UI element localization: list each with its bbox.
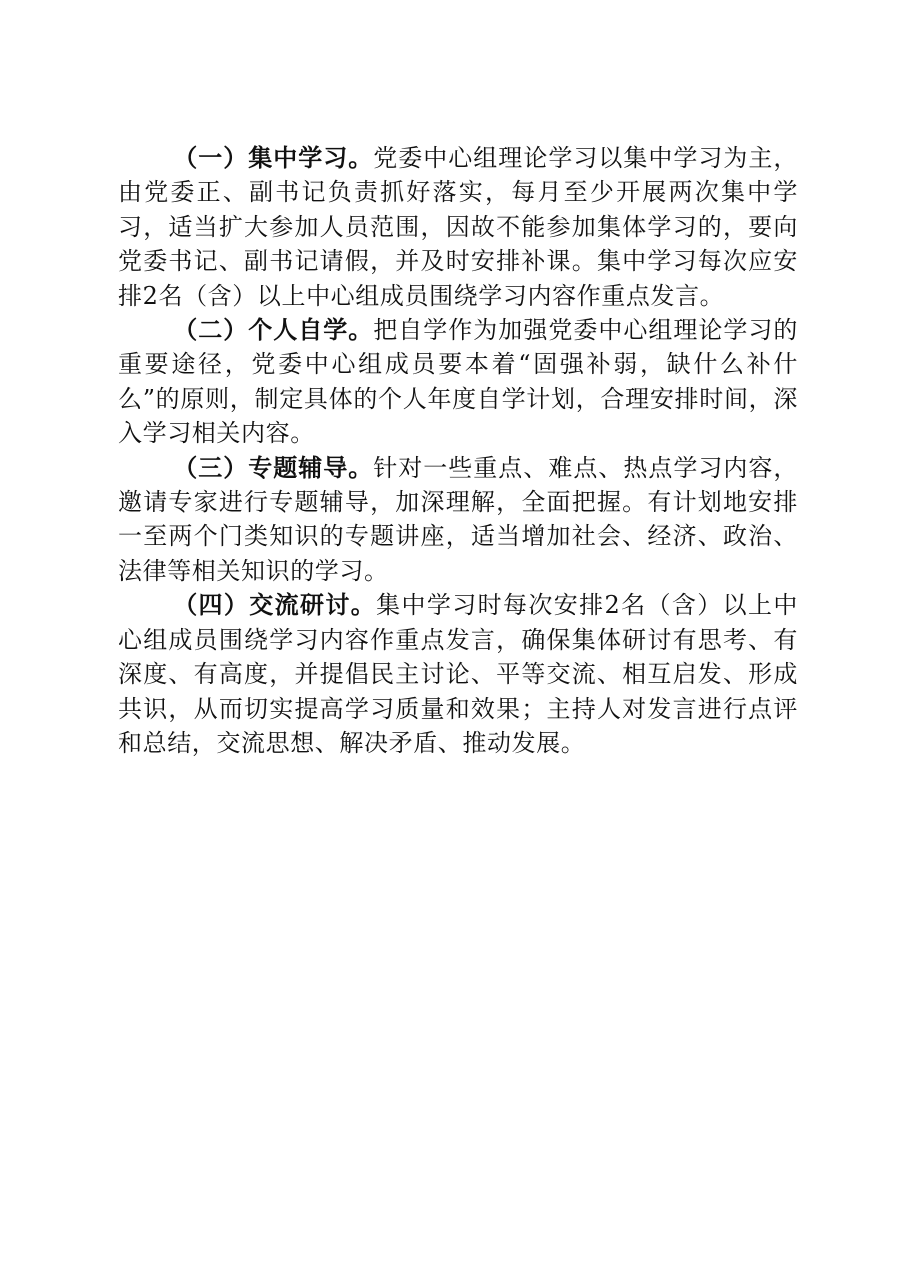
paragraph-heading: （二）个人自学。 [173,315,374,345]
paragraph-text: 党委中心组理论学习以集中学习为主，由党委正、副书记负责抓好落实，每月至少开展两次集中学习，适当扩大参加人员范围，因故不能参加集体学习的，要向党委书记、副书记请假，并及时安排补课。集中学习每次应安排2名（含）以上中心组成员围绕学习内容作重点发言。 [118,144,798,310]
paragraph-text: 针对一些重点、难点、热点学习内容，邀请专家进行专题辅导，加深理解，全面把握。有计划地安排一至两个门类知识的专题讲座，适当增加社会、经济、政治、法律等相关知识的学习。 [118,453,798,585]
paragraph-centralized-study [118,141,798,313]
paragraph-heading: （一）集中学习。 [173,143,374,172]
paragraph-self-study [118,313,798,451]
paragraph-heading: （四）交流研讨。 [173,590,377,620]
paragraph-text: 集中学习时每次安排2名（含）以上中心组成员围绕学习内容作重点发言，确保集体研讨有思考、有深度、有高度，并提倡民主讨论、平等交流、相互启发、形成共识，从而切实提高学习质量和效果；主持人对发言进行点评和总结，交流思想、解决矛盾、推动发展。 [118,591,798,757]
paragraph-heading: （三）专题辅导。 [173,452,374,482]
paragraph-exchange-discussion [118,588,798,760]
paragraph-text: 把自学作为加强党委中心组理论学习的重要途径，党委中心组成员要本着“固强补弱，缺什么补什么”的原则，制定具体的个人年度自学计划，合理安排时间，深入学习相关内容。 [118,316,798,448]
document-body [118,141,798,760]
paragraph-special-tutoring [118,451,798,589]
